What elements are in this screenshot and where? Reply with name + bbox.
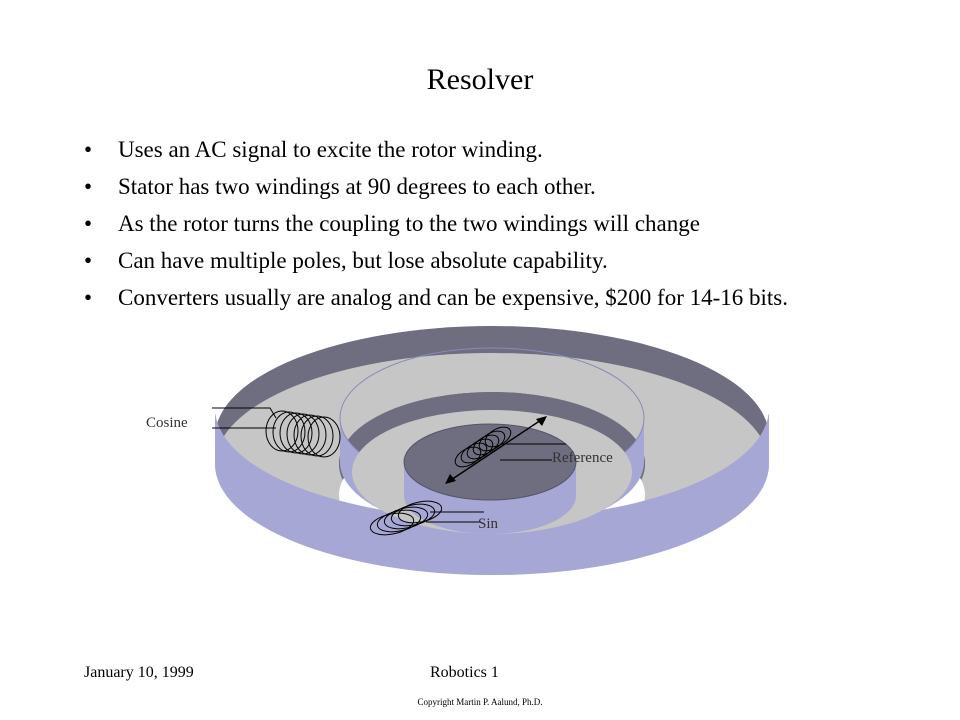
bullet-text: Can have multiple poles, but lose absolute capability. <box>118 248 608 273</box>
bullet-glyph: • <box>84 174 93 199</box>
bullet-text: Converters usually are analog and can be expensive, $200 for 14-16 bits. <box>118 285 788 310</box>
bullet-glyph: • <box>84 248 93 273</box>
bullet-text: As the rotor turns the coupling to the two windings will change <box>118 211 700 236</box>
reference-label: Reference <box>552 450 613 466</box>
bullet-glyph: • <box>84 211 93 236</box>
slide-title: Resolver <box>426 63 534 96</box>
footer-course: Robotics 1 <box>430 664 499 681</box>
bullet-text: Uses an AC signal to excite the rotor winding. <box>118 137 543 162</box>
footer-copyright: Copyright Martin P. Aalund, Ph.D. <box>417 697 543 707</box>
bullet-glyph: • <box>84 137 93 162</box>
cosine-label: Cosine <box>146 415 188 431</box>
footer-date: January 10, 1999 <box>84 664 194 681</box>
sin-label: Sin <box>478 516 499 532</box>
bullet-glyph: • <box>84 285 93 310</box>
bullet-text: Stator has two windings at 90 degrees to each other. <box>118 174 596 199</box>
